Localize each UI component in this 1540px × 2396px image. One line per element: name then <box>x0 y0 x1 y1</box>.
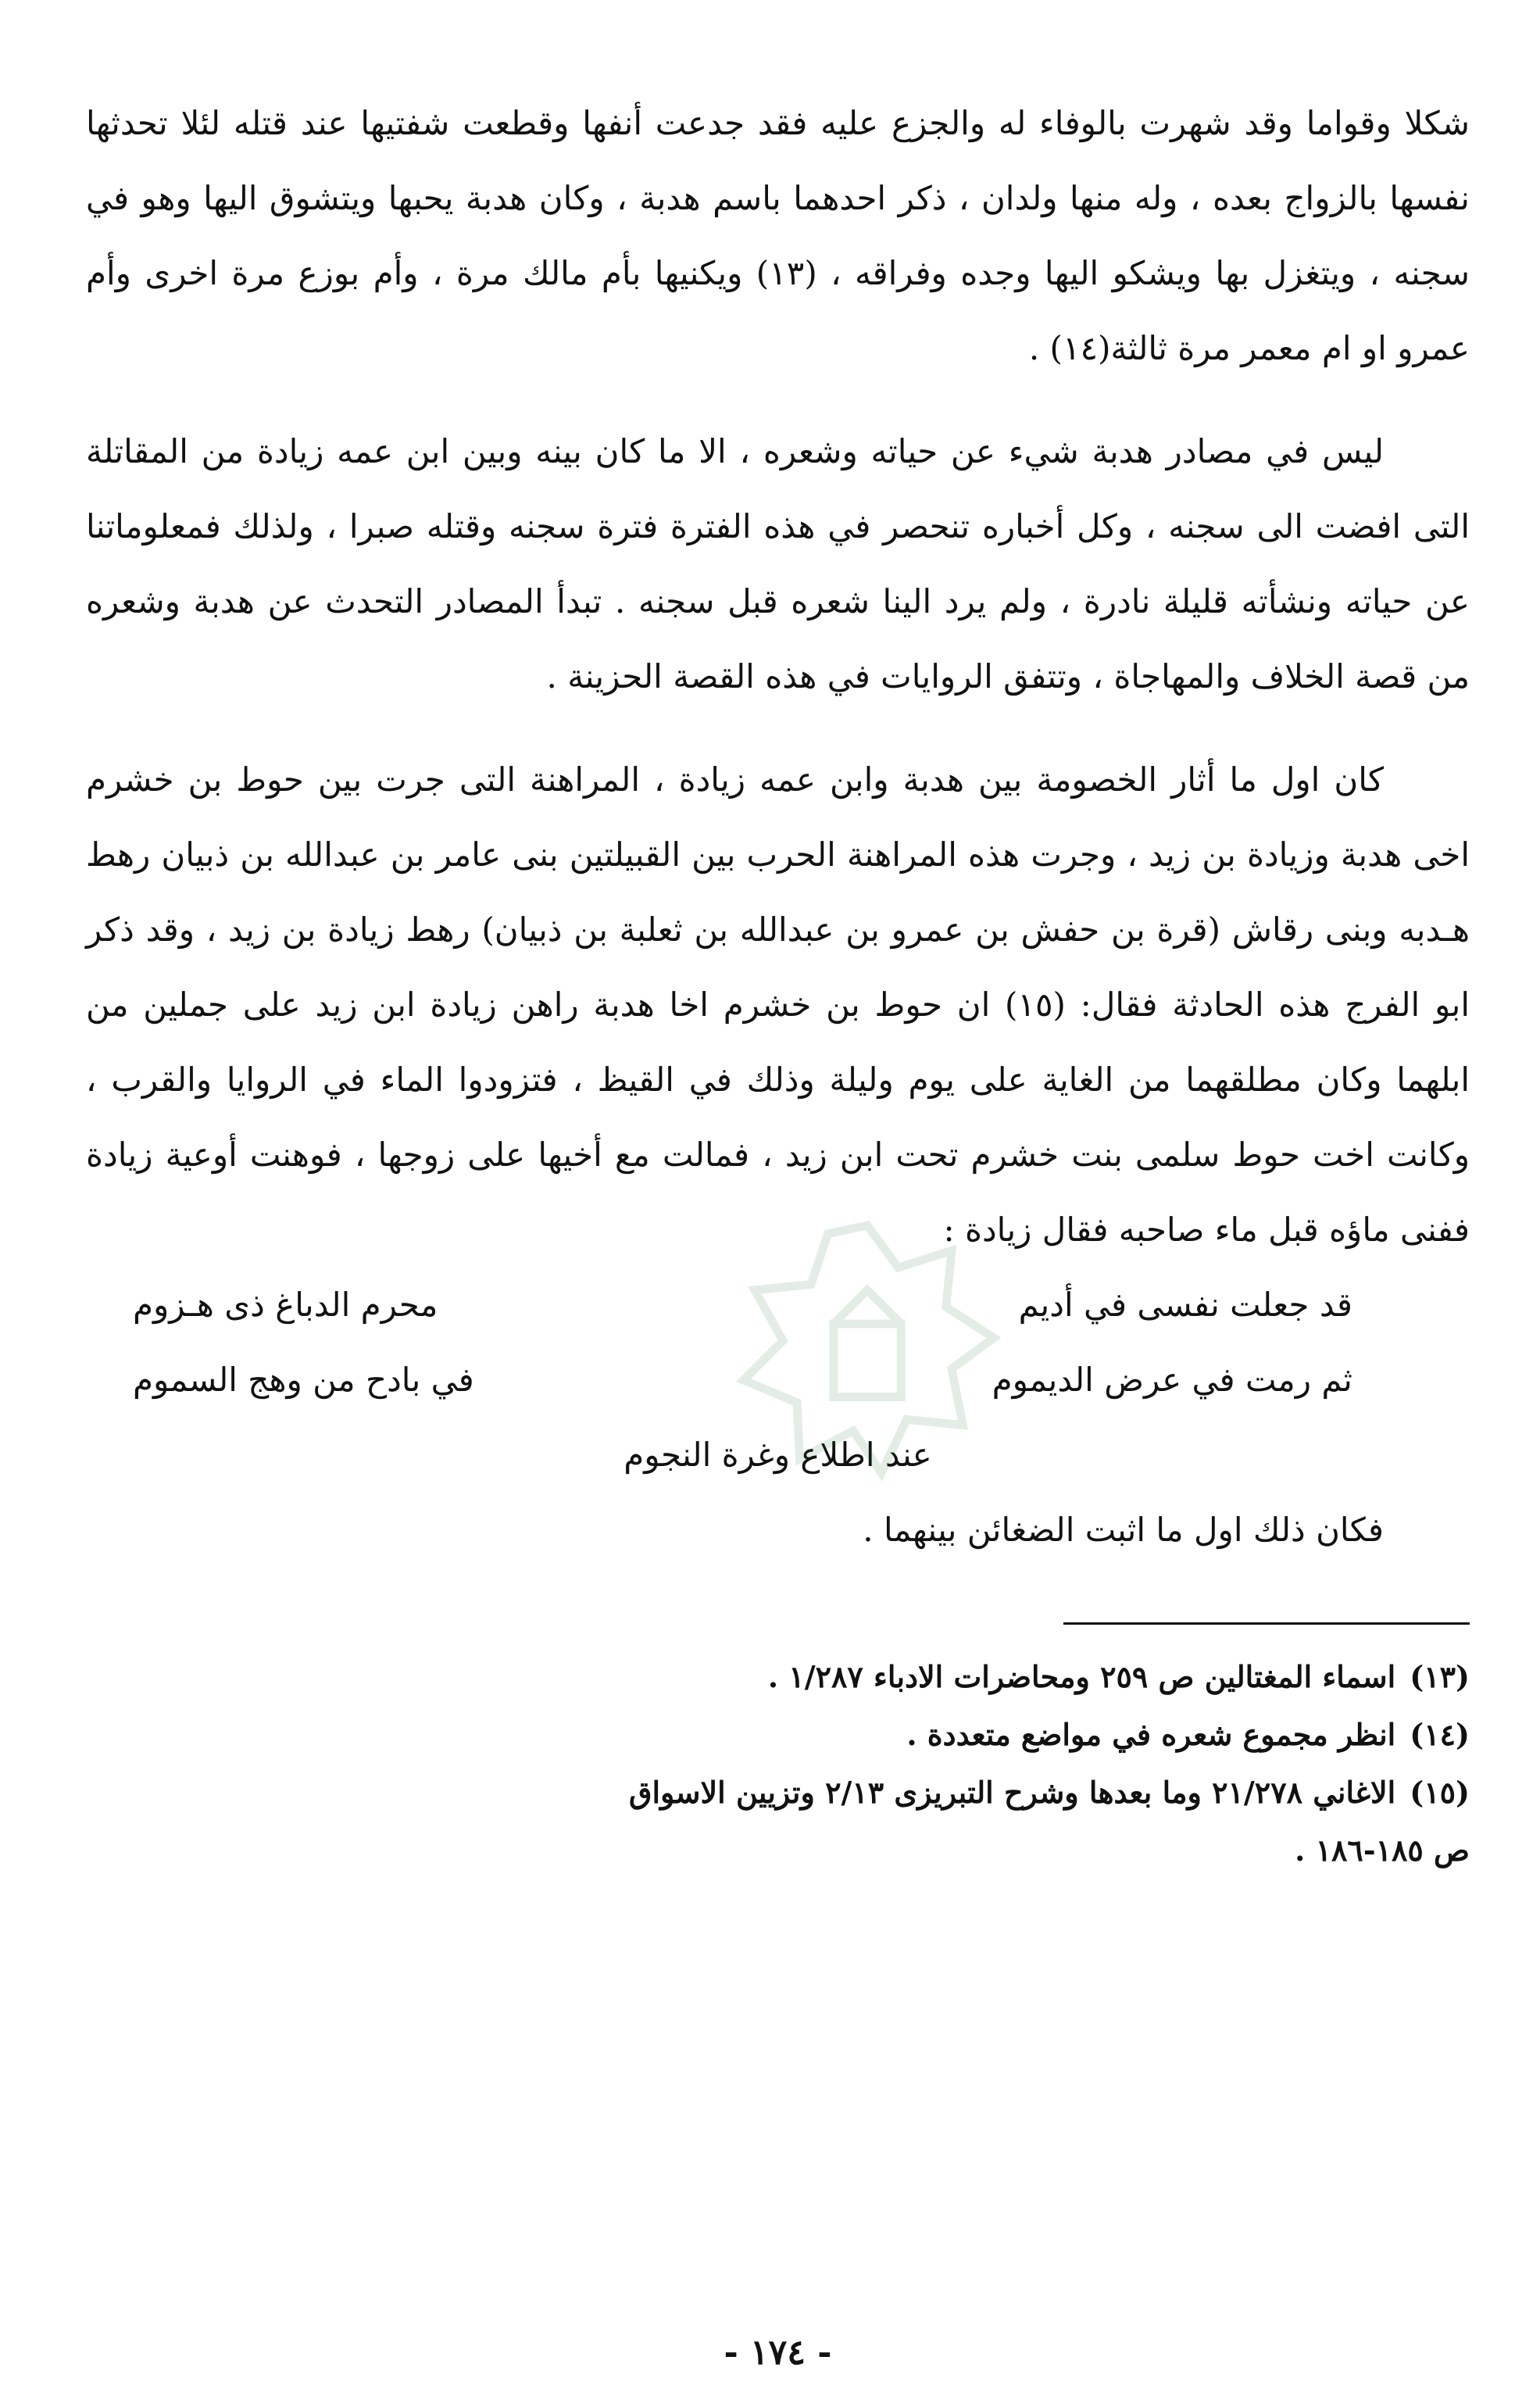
verse-single-line: عند اطلاع وغرة النجوم <box>624 1436 932 1474</box>
book-page <box>86 86 1470 2373</box>
footnote-text: انظر مجموع شعره في مواضع متعددة . <box>906 1717 1396 1752</box>
verse-second-hemistich: محرم الدباغ ذى هـزوم <box>133 1286 438 1324</box>
footnote-14 <box>86 1706 1470 1764</box>
verse-second-hemistich: في بادح من وهج السموم <box>133 1361 474 1399</box>
footnotes <box>86 1648 1470 1879</box>
footnote-15 <box>86 1764 1470 1822</box>
footnote-number: (١٥) <box>1410 1775 1470 1810</box>
library-watermark-icon <box>727 1211 1008 1493</box>
footnote-13 <box>86 1648 1470 1706</box>
footnote-15-continuation: ص ١٨٥-١٨٦ . <box>1295 1833 1470 1868</box>
footnote-text: الاغاني ٢١/٢٧٨ وما بعدها وشرح التبريزى ٢/١٣ وتزيين الاسواق <box>628 1775 1396 1810</box>
paragraph-1: شكلا وقواما وقد شهرت بالوفاء له والجزع عليه فقد جدعت أنفها وقطعت شفتيها عند قتله لئلا تحدثها نفسها بالزواج بعده ، وله منها ولدان ، ذكر احدهما باسم هدبة ، وكان هدبة يحبها ويتشوق اليها وهو في سجنه ، ويتغزل بها ويشكو اليها وجده وفراقه ، (١٣) ويكنيها بأم مالك مرة ، وأم بوزع مرة اخرى وأم عمرو او ام معمر مرة ثالثة(١٤) . <box>86 104 1470 367</box>
paragraph-2: ليس في مصادر هدبة شيء عن حياته وشعره ، الا ما كان بينه وبين ابن عمه زيادة من المقاتلة التى افضت الى سجنه ، وكل أخباره تنحصر في هذه الفترة فترة سجنه وقتله صبرا ، ولذلك فمعلوماتنا عن حياته ونشأته قليلة نادرة ، ولم يرد الينا شعره قبل سجنه . تبدأ المصادر التحدث عن هدبة وشعره من قصة الخلاف والمهاجاة ، وتتفق الروايات في هذه القصة الحزينة . <box>86 432 1470 696</box>
page-number: - ١٧٤ - <box>724 2333 832 2373</box>
paragraph-3: كان اول ما أثار الخصومة بين هدبة وابن عمه زيادة ، المراهنة التى جرت بين حوط بن خشرم اخى هدبة وزيادة بن زيد ، وجرت هذه المراهنة الحرب بين القبيلتين بنى عامر بن عبدالله بن ذبيان رهط هـدبه وبنى رقاش (قرة بن حفش بن عمرو بن عبدالله بن ثعلبة بن ذبيان) رهط زيادة بن زيد ، وقد ذكر ابو الفرج هذه الحادثة فقال: (١٥) ان حوط بن خشرم اخا هدبة راهن زيادة ابن زيد على جملين من ابلهما وكان مطلقهما من الغاية على يوم وليلة وذلك في القيظ ، فتزودوا الماء في الروايا والقرب ، وكانت اخت حوط سلمى بنت خشرم تحت ابن زيد ، فمالت مع أخيها على زوجها ، فوهنت أوعية زيادة ففنى ماؤه قبل ماء صاحبه فقال زيادة : <box>86 760 1470 1249</box>
footnote-text: اسماء المغتالين ص ٢٥٩ ومحاضرات الادباء ١/٢٨٧ . <box>767 1659 1396 1694</box>
footnote-separator <box>1063 1622 1470 1625</box>
closing-sentence: فكان ذلك اول ما اثبت الضغائن بينهما . <box>863 1511 1384 1549</box>
footnote-number: (١٣) <box>1410 1659 1470 1694</box>
verse-first-hemistich: قد جعلت نفسى في أديم <box>1018 1286 1352 1324</box>
verse-first-hemistich: ثم رمت في عرض الديموم <box>992 1361 1352 1399</box>
footnote-number: (١٤) <box>1410 1717 1470 1752</box>
